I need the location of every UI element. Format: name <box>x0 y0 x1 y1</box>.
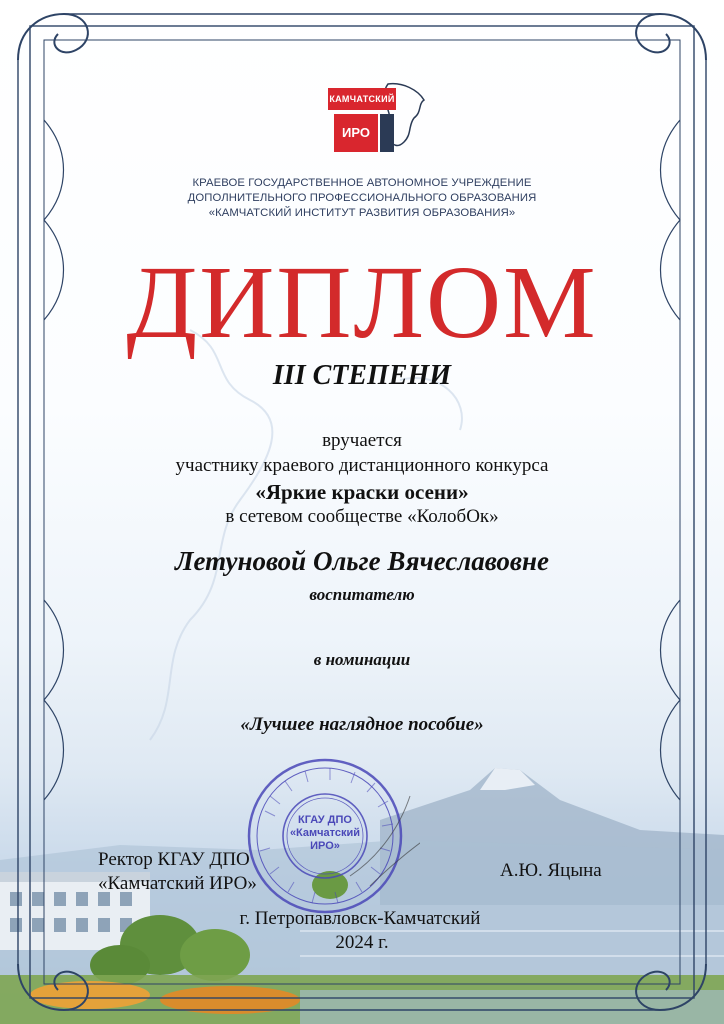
nomination-label: в номинации <box>313 650 411 669</box>
community-line: в сетевом сообществе «КолобОк» <box>225 506 499 527</box>
organization-line-1: КРАЕВОЕ ГОСУДАРСТВЕННОЕ АВТОНОМНОЕ УЧРЕЖДЕНИЕ <box>192 177 532 189</box>
recipient-name: Летуновой Ольге Вячеславовне <box>175 546 549 576</box>
organization-line-3: «КАМЧАТСКИЙ ИНСТИТУТ РАЗВИТИЯ ОБРАЗОВАНИЯ» <box>208 207 516 219</box>
awarded-text: вручается <box>322 430 402 451</box>
contest-name: «Яркие краски осени» <box>255 480 469 504</box>
diploma-title: ДИПЛОМ <box>126 245 598 360</box>
signer-name: А.Ю. Яцына <box>500 860 602 881</box>
nomination-title: «Лучшее наглядное пособие» <box>240 714 484 735</box>
logo-top-text: КАМЧАТСКИЙ <box>328 88 396 110</box>
stamp-line-3: ИРО» <box>310 840 340 852</box>
recipient-role: воспитателю <box>309 585 415 604</box>
signer-position-line-2: «Камчатский ИРО» <box>98 873 257 894</box>
city-text: г. Петропавловск-Камчатский <box>239 908 481 929</box>
kamchatka-iro-logo <box>322 82 428 156</box>
stamp-center-text <box>230 814 420 853</box>
organization-name <box>120 176 604 221</box>
logo-side-bar <box>380 114 394 152</box>
diploma-degree: III СТЕПЕНИ <box>272 360 452 391</box>
year-text: 2024 г. <box>335 932 389 953</box>
logo-bottom-text: ИРО <box>334 114 378 152</box>
participant-line: участнику краевого дистанционного конкурса <box>175 455 549 476</box>
stamp-line-1: КГАУ ДПО <box>298 814 352 826</box>
stamp-line-2: «Камчатский <box>289 827 361 839</box>
signer-position <box>98 848 257 896</box>
organization-line-2: ДОПОЛНИТЕЛЬНОГО ПРОФЕССИОНАЛЬНОГО ОБРАЗОВАНИЯ <box>187 192 537 204</box>
official-stamp <box>230 756 420 926</box>
signer-position-line-1: Ректор КГАУ ДПО <box>98 849 250 870</box>
